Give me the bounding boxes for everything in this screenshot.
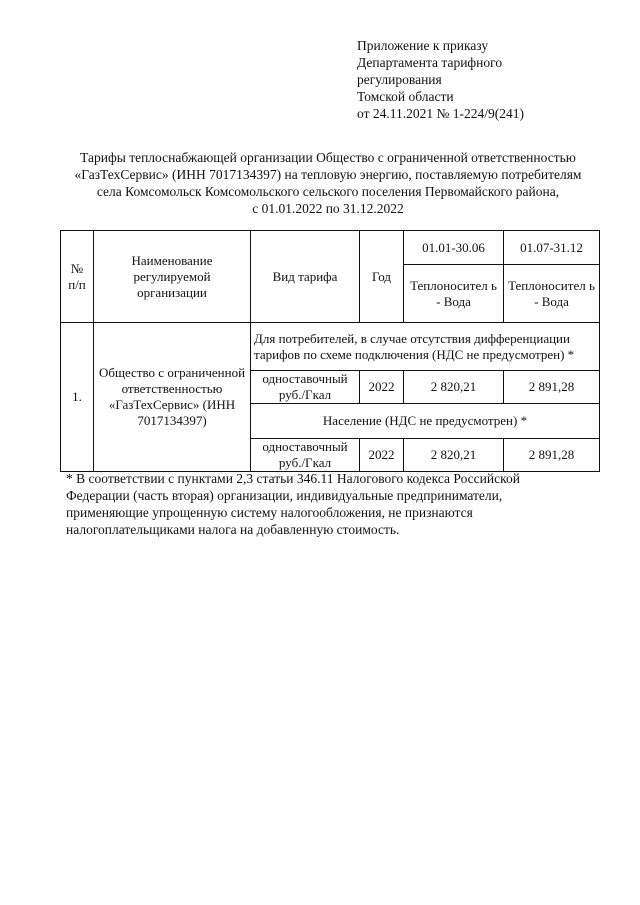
footnote-line: * В соответствии с пунктами 2,3 статьи 346.11 Налогового кодекса Российской [66, 471, 520, 486]
header-carrier-2: Теплоносител ь - Вода [504, 265, 600, 323]
group-population-label: Население (НДС не предусмотрен) * [251, 404, 600, 439]
group-consumers-value-2: 2 891,28 [504, 371, 600, 404]
header-tariff-type: Вид тарифа [251, 231, 360, 323]
appendix-block [357, 37, 617, 122]
appendix-line: от 24.11.2021 № 1-224/9(241) [357, 106, 524, 121]
title-line: села Комсомольск Комсомольского сельского поселения Первомайского района, [96, 184, 560, 199]
header-carrier-1: Теплоносител ь - Вода [404, 265, 504, 323]
group-population-value-1: 2 820,21 [404, 439, 504, 472]
footnote-line: применяющие упрощенную систему налогообложения, не признаются [66, 505, 473, 520]
header-year: Год [360, 231, 404, 323]
group-population-value-2: 2 891,28 [504, 439, 600, 472]
row-organization: Общество с ограниченной ответственностью «ГазТехСервис» (ИНН 7017134397) [94, 323, 251, 472]
header-period-2: 01.07-31.12 [504, 231, 600, 265]
group-population-year: 2022 [360, 439, 404, 472]
group-consumers-tariff: одноставочный руб./Гкал [251, 371, 360, 404]
group-consumers-value-1: 2 820,21 [404, 371, 504, 404]
group-population-tariff: одноставочный руб./Гкал [251, 439, 360, 472]
title-line: «ГазТехСервис» (ИНН 7017134397) на тепловую энергию, поставляемую потребителям [74, 167, 582, 182]
footnote-line: налогоплательщиками налога на добавленную стоимость. [66, 522, 400, 537]
title-line: с 01.01.2022 по 31.12.2022 [252, 201, 404, 216]
header-number: № п/п [61, 231, 94, 323]
appendix-line: Приложение к приказу [357, 38, 489, 53]
appendix-line: регулирования [357, 72, 442, 87]
title-line: Тарифы теплоснабжающей организации Общество с ограниченной ответственностью [80, 150, 576, 165]
tariff-table [60, 230, 600, 472]
appendix-line: Томской области [357, 89, 454, 104]
row-number: 1. [61, 323, 94, 472]
document-title [40, 149, 616, 217]
appendix-line: Департамента тарифного [357, 55, 503, 70]
footnote-line: Федерации (часть вторая) организации, индивидуальные предприниматели, [66, 488, 503, 503]
group-consumers-year: 2022 [360, 371, 404, 404]
group-consumers-label: Для потребителей, в случае отсутствия дифференциации тарифов по схеме подключения (НДС не предусмотрен) * [251, 323, 600, 371]
header-organization: Наименование регулируемой организации [94, 231, 251, 323]
footnote [66, 470, 606, 538]
header-period-1: 01.01-30.06 [404, 231, 504, 265]
